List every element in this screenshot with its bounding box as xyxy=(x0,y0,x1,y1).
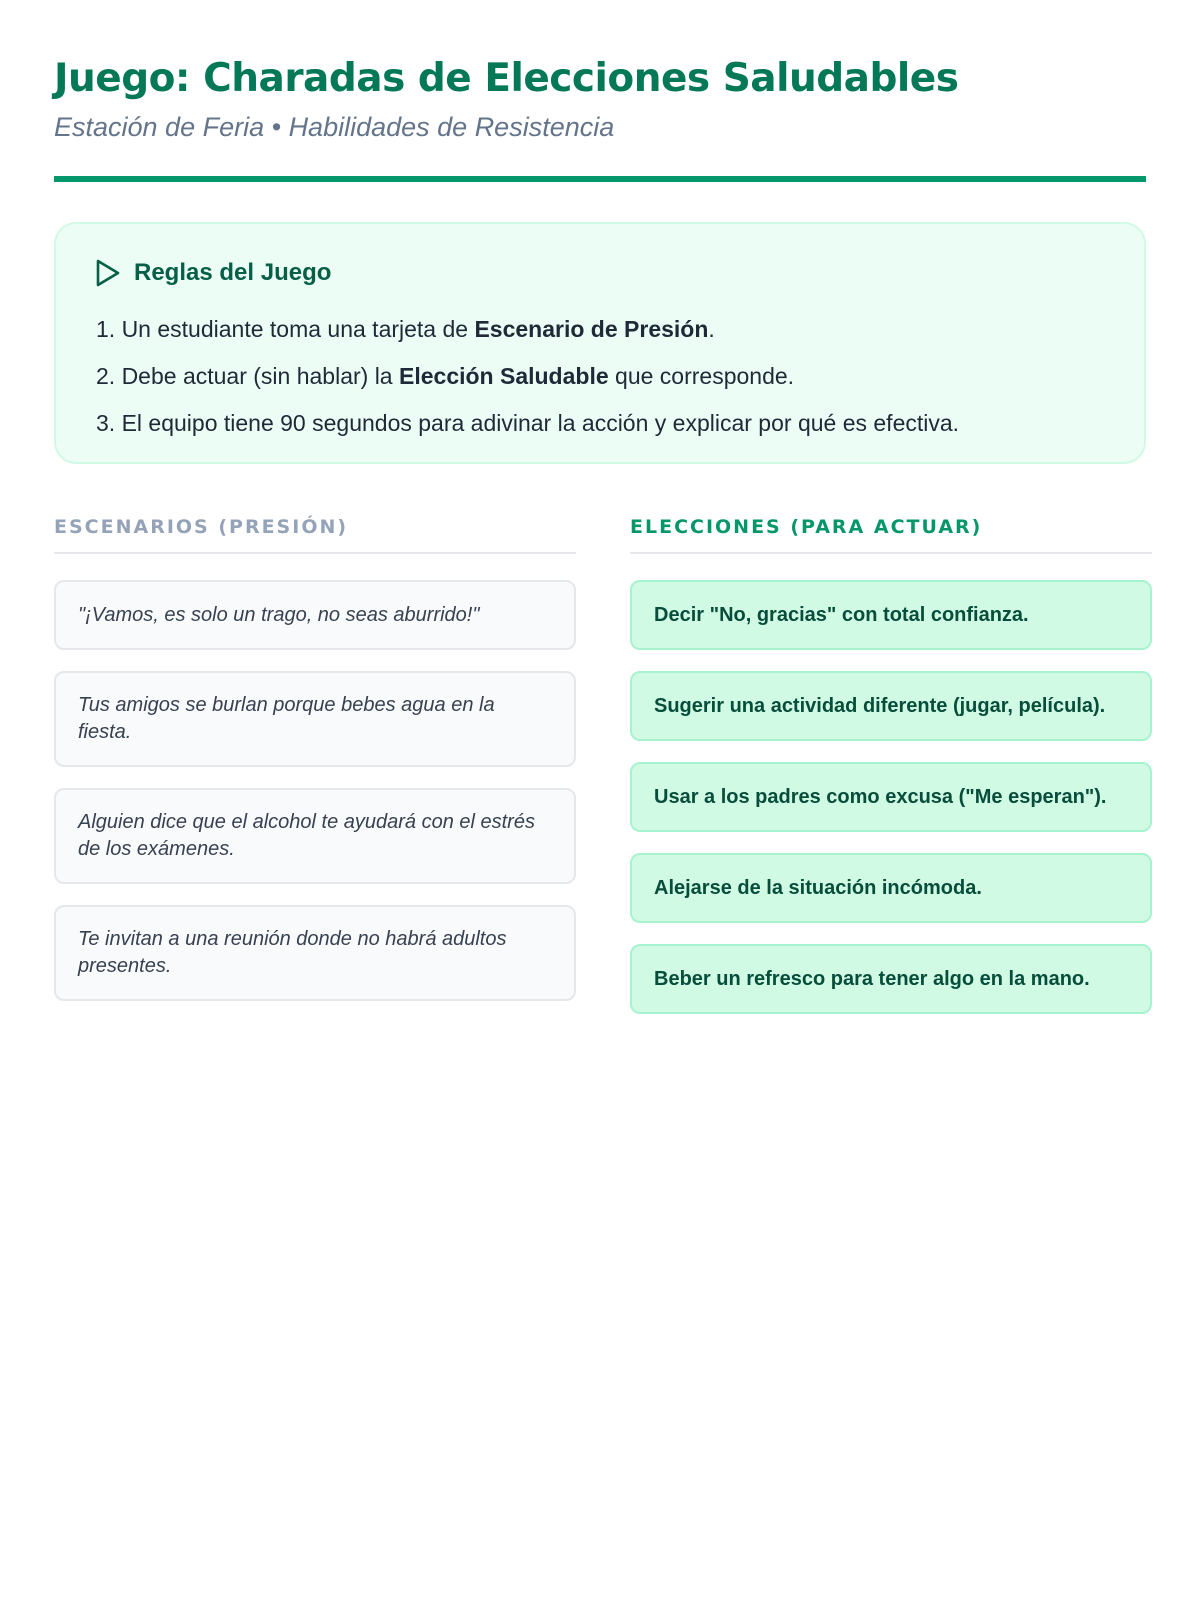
scenario-card[interactable]: Tus amigos se burlan porque bebes agua en la fiesta. xyxy=(54,671,576,767)
scenario-card[interactable]: Alguien dice que el alcohol te ayudará con el estrés de los exámenes. xyxy=(54,788,576,884)
choice-card[interactable]: Alejarse de la situación incómoda. xyxy=(630,853,1152,923)
choice-card[interactable]: Usar a los padres como excusa ("Me esperan"). xyxy=(630,762,1152,832)
rule-item: 3. El equipo tiene 90 segundos para adivinar la acción y explicar por qué es efectiva. xyxy=(96,410,960,436)
scenario-card[interactable]: "¡Vamos, es solo un trago, no seas aburrido!" xyxy=(54,580,576,650)
scenario-card[interactable]: Te invitan a una reunión donde no habrá adultos presentes. xyxy=(54,905,576,1001)
page-title: Juego: Charadas de Elecciones Saludables xyxy=(54,56,959,101)
choices-divider xyxy=(630,552,1152,554)
scenarios-divider xyxy=(54,552,576,554)
choices-title: ELECCIONES (PARA ACTUAR) xyxy=(630,516,983,538)
scenarios-title: ESCENARIOS (PRESIÓN) xyxy=(54,516,349,538)
choice-card[interactable]: Sugerir una actividad diferente (jugar, película). xyxy=(630,671,1152,741)
rules-box xyxy=(54,222,1146,464)
header-divider xyxy=(54,176,1146,182)
play-icon xyxy=(94,258,122,288)
choice-card[interactable]: Decir "No, gracias" con total confianza. xyxy=(630,580,1152,650)
rules-list xyxy=(96,306,959,447)
rule-item: 1. Un estudiante toma una tarjeta de Escenario de Presión. xyxy=(96,316,715,342)
rule-item: 2. Debe actuar (sin hablar) la Elección Saludable que corresponde. xyxy=(96,363,795,389)
scenarios-column xyxy=(54,516,576,1022)
page-subtitle: Estación de Feria • Habilidades de Resistencia xyxy=(54,112,615,142)
choices-column xyxy=(630,516,1152,1035)
rules-heading: Reglas del Juego xyxy=(134,259,332,286)
choice-card[interactable]: Beber un refresco para tener algo en la mano. xyxy=(630,944,1152,1014)
rules-header xyxy=(94,258,331,288)
